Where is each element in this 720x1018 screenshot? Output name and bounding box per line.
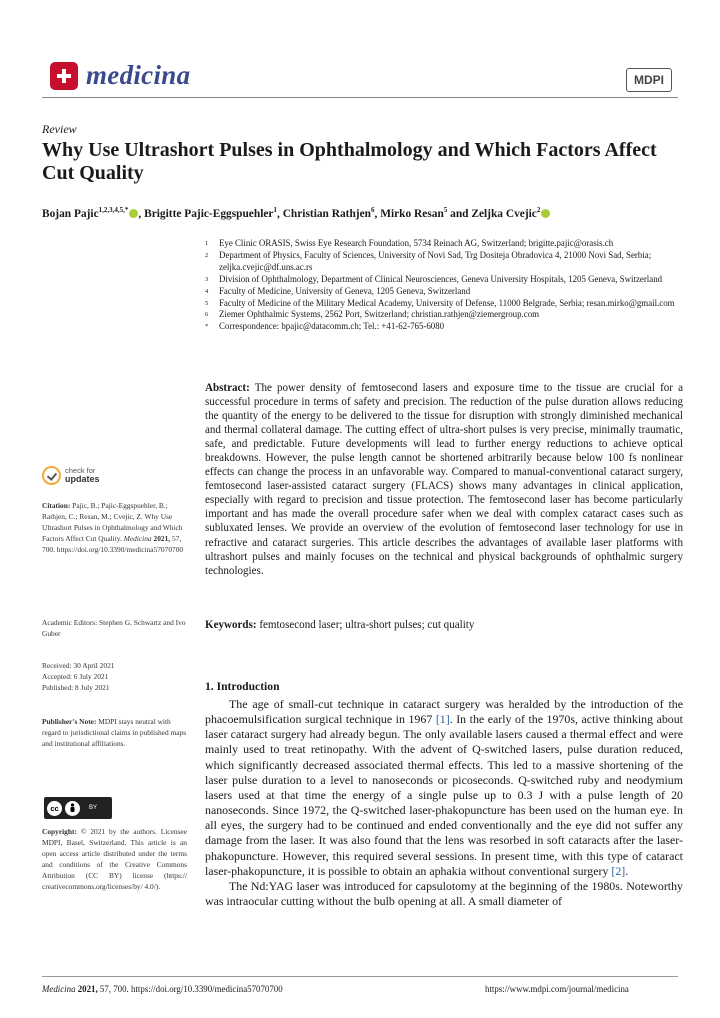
footer-doi[interactable]: 57, 700. https://doi.org/10.3390/medicina57070700 (99, 984, 283, 994)
accepted-date: Accepted: 6 July 2021 (42, 672, 109, 681)
citation-journal: Medicina (123, 534, 152, 543)
author-affiliation-marker: 5 (443, 206, 448, 214)
academic-editors: Academic Editors: Stephen G. Schwartz and Ivo Guber (42, 618, 186, 638)
affiliation-text: Eye Clinic ORASIS, Swiss Eye Research Foundation, 5734 Reinach AG, Switzerland; brigitte.pajic@orasis.ch (219, 238, 614, 248)
paragraph: The Nd:YAG laser was introduced for capsulotomy at the beginning of the 1980s. Noteworthy was intraocular cutting without the bulb opening at all. A small diameter of (205, 878, 683, 909)
citation-year: 2021, (153, 534, 171, 543)
copyright (42, 826, 187, 892)
author-separator: and (447, 207, 472, 220)
publisher-note (42, 716, 187, 749)
affiliation-number: 6 (205, 311, 209, 319)
affiliation-number: * (205, 323, 209, 331)
affiliation-item (205, 274, 685, 286)
author-list (42, 206, 682, 220)
paragraph (205, 697, 683, 879)
citation-tail[interactable]: 57, 700. https://doi.org/10.3390/medicina57070700 (42, 534, 184, 554)
affiliation-text: Division of Ophthalmology, Department of Clinical Neurosciences, Geneva University Hospitals, 1205 Geneva, Switzerland (219, 273, 663, 284)
check-for-updates-badge[interactable] (42, 466, 100, 485)
section-heading: 1. Introduction (205, 680, 280, 693)
author: Zeljka Cvejic (471, 207, 537, 220)
affiliation-text: Department of Physics, Faculty of Sciences, University of Novi Sad, Trg Dositeja Obradovica 4, 21000 Novi Sad, Serbia; zeljka.cvejic@df.uns.ac.rs (219, 249, 652, 272)
article-type: Review (42, 122, 77, 136)
attribution-person-icon (65, 801, 80, 816)
check-updates-icon (42, 466, 61, 485)
keywords-label: Keywords: (205, 619, 257, 631)
author-affiliation-marker: 1 (273, 206, 277, 214)
affiliation-number: 1 (205, 240, 209, 247)
footer-journal: Medicina (42, 984, 76, 994)
footer-year: 2021, (77, 984, 98, 994)
affiliation-text: Faculty of Medicine of the Military Medical Academy, University of Defense, 11000 Belgrade, Serbia; resan.mirko@gmail.com (219, 297, 675, 308)
abstract-label: Abstract: (205, 382, 250, 394)
abstract (205, 381, 683, 578)
affiliation-item (205, 286, 685, 298)
affiliations (205, 238, 685, 333)
header-divider (42, 97, 678, 98)
paragraph-text: . (625, 863, 629, 878)
orcid-icon[interactable] (541, 209, 550, 218)
keywords-text: femtosecond laser; ultra-short pulses; cut quality (259, 619, 475, 631)
check-updates-top: check for (65, 466, 96, 475)
citation-label: Citation: (42, 501, 71, 510)
author: Bojan Pajic (42, 207, 99, 220)
citation (42, 500, 187, 555)
affiliation-text: Ziemer Ophthalmic Systems, 2562 Port, Switzerland; christian.rathjen@ziemergroup.com (219, 309, 540, 320)
affiliation-number: 3 (205, 275, 209, 283)
affiliation-number: 5 (205, 299, 209, 307)
paragraph-text: . In the early of the 1970s, active thinking about laser cataract surgery had already begun. The only available lasers caused a thermal effect and were mainly used to treat retinopathy. With the advent of Q-switched lasers, pulse duration reduced, which significantly decreased associated thermal effects. This led to a massive shortening of the laser pulse duration to a level to nanoseconds or picoseconds. Q-switched ruby and neodymium lasers used at that time the energy of a single pulse up to 0.3 J with a pulse length of 20 nanoseconds. Since 1972, the Q-switched laser-phakopuncture has been used on the human eye. In all eyes, the surgery had to be continued and ended conventionally and the eye did not suffer any damage from the laser. It was also found that the lens was resorbed in soft cataracts after the laser-phakopuncture. However, this required several sessions. In present time, with this type of cataract laser-phakopuncture, it is possible to obtain an aphakia without conventional surgery (205, 712, 683, 878)
publisher-note-text: MDPI stays neutral with regard to jurisdictional claims in published maps and institutional affiliations. (42, 717, 187, 748)
cc-by-license-badge[interactable] (44, 797, 112, 819)
introduction-body (205, 697, 683, 909)
publisher-note-label: Publisher's Note: (42, 717, 97, 726)
published-date: Published: 8 July 2021 (42, 683, 110, 692)
author-affiliation-marker: 1,2,3,4,5,* (98, 206, 129, 214)
creative-commons-icon: cc (47, 801, 62, 816)
affiliation-item (205, 238, 685, 250)
keywords (205, 619, 683, 631)
dates (42, 660, 187, 693)
journal-name: medicina (86, 60, 191, 90)
paragraph-text: The age of small-cut technique in cataract surgery was heralded by the introduction of the phacoemulsification surgical technique in 1967 (205, 697, 683, 727)
cc-by-label: BY (89, 805, 98, 811)
mdpi-logo: MDPI (626, 68, 672, 92)
affiliation-item (205, 321, 685, 333)
affiliation-item (205, 309, 685, 321)
author-separator: , (374, 207, 381, 220)
copyright-text: © 2021 by the authors. Licensee MDPI, Basel, Switzerland. This article is an open access article distributed under the terms and conditions of the Creative Commons Attribution (CC BY) license (https:// creativecommons.org/licenses/by/ 4.0/). (42, 827, 187, 891)
affiliation-item (205, 298, 685, 310)
footer-citation (42, 984, 283, 994)
footer-divider (42, 976, 678, 977)
check-updates-bottom: updates (65, 474, 100, 484)
author-affiliation-marker: 2 (536, 206, 541, 214)
citation-text: Pajic, B.; Pajic-Eggspuehler, B.; Rathjen, C.; Resan, M.; Cvejic, Z. Why Use Ultrashort Pulses in Ophthalmology and Which Factors Affect Cut Quality. (42, 501, 183, 543)
author-separator: , (276, 207, 283, 220)
author: Brigitte Pajic-Eggspuehler (144, 207, 274, 220)
copyright-label: Copyright: (42, 827, 77, 836)
author-affiliation-marker: 6 (370, 206, 375, 214)
medicina-cross-icon (50, 62, 78, 90)
abstract-text: The power density of femtosecond lasers and exposure time to the tissue are crucial for a successful procedure in terms of safety and precision. The reduction of the pulse duration allows reducing the quantity of the energy to be delivered to the tissue for disruption with strongly diminished mechanical and thermal collateral damage. The cutting effect of ultra-short pulses is very precise, minimally traumatic, safe, and predictable. Future developments will lead to further energy reductions to achieve optical breakdowns. However, the pulse length cannot be shortened arbitrarily because below 100 fs nonlinear effects can change the process in an unfavorable way. Compared to manual-conventional cataract surgery, femtosecond laser-assisted cataract surgery (FLACS) shows many advantages in clinical application, especially with regard to precision and tissue protection. The femtosecond laser has become particularly important and has made the overall procedure safer when we deal with complex cataract cases such as subluxated lenses. We provide an overview of the evolution of femtosecond laser technology for use in refractive and cataract surgeries. This article describes the advantages of available laser platforms with ultrashort pulses and mainly focuses on the technical and physical backgrounds of ophthalmic surgery technologies. (205, 382, 683, 577)
author: Christian Rathjen (282, 207, 371, 220)
reference-link[interactable]: [2] (611, 863, 626, 878)
affiliation-number: 2 (205, 251, 209, 259)
affiliation-text: Faculty of Medicine, University of Geneva, 1205 Geneva, Switzerland (219, 285, 471, 296)
affiliation-item (205, 250, 685, 274)
author: Mirko Resan (380, 207, 444, 220)
article-title: Why Use Ultrashort Pulses in Ophthalmology and Which Factors Affect Cut Quality (42, 139, 657, 184)
received-date: Received: 30 April 2021 (42, 661, 115, 670)
reference-link[interactable]: [1] (435, 712, 450, 727)
author-separator: , (138, 207, 145, 220)
affiliation-number: 4 (205, 287, 209, 295)
footer-journal-url[interactable]: https://www.mdpi.com/journal/medicina (485, 984, 629, 994)
affiliation-text: Correspondence: bpajic@datacomm.ch; Tel.: +41-62-765-6080 (219, 321, 445, 332)
